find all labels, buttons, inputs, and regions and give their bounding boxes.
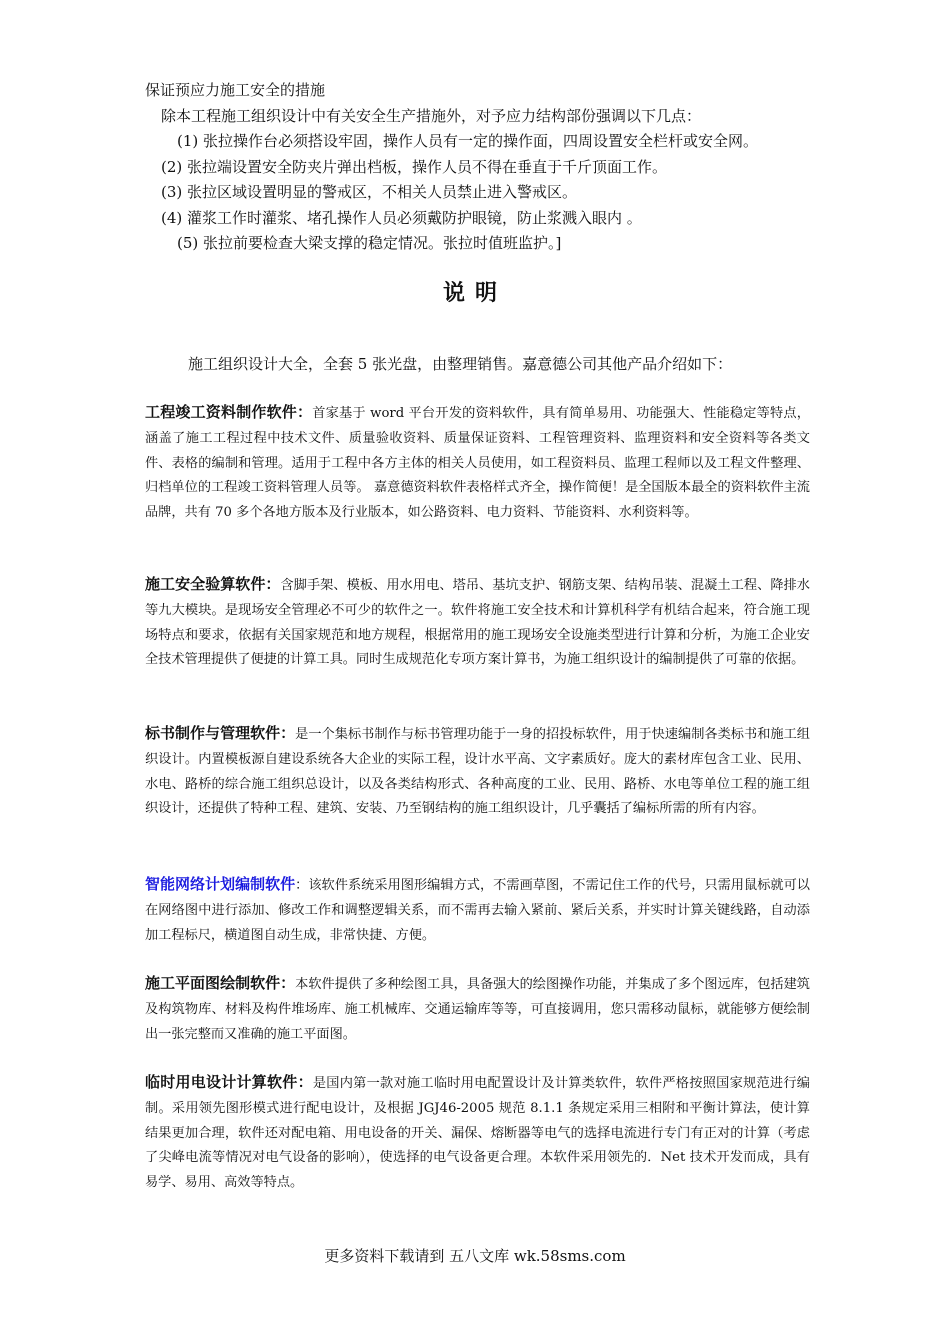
measure-item: (5) 张拉前要检查大梁支撑的稳定情况。张拉时值班监护。]	[177, 234, 562, 252]
product-name: 工程竣工资料制作软件：	[145, 403, 313, 421]
product-name: 标书制作与管理软件：	[145, 724, 296, 742]
measure-item: (1) 张拉操作台必须搭设牢固，操作人员有一定的操作面，四周设置安全栏杆或安全网。	[177, 132, 759, 150]
page-heading: 说明	[442, 280, 507, 306]
measure-item: (2) 张拉端设置安全防夹片弹出档板，操作人员不得在垂直于千斤顶面工作。	[161, 157, 668, 176]
section-title: 保证预应力施工安全的措施	[145, 81, 326, 99]
product-item	[145, 872, 810, 948]
product-name: 智能网络计划编制软件	[145, 875, 296, 893]
product-name: 施工平面图绘制软件：	[145, 974, 296, 992]
product-description: 本软件提供了多种绘图工具，具备强大的绘图操作功能，并集成了多个图远库，包括建筑及构筑物库、材料及构件堆场库、施工机械库、交通运输库等等，可直接调用，您只需移动鼠标，就能够方便绘制出一张完整而又准确的施工平面图。	[145, 977, 810, 1042]
product-item	[145, 400, 810, 526]
product-description: 首家基于 word 平台开发的资料软件，具有简单易用、功能强大、性能稳定等特点，涵盖了施工工程过程中技术文件、质量验收资料、质量保证资料、工程管理资料、监理资料和安全资料等各类文件、表格的编制和管理。适用于工程中各方主体的相关人员使用，如工程资料员、监理工程师以及工程文件整理、归档单位的工程竣工资料管理人员等。 嘉意德资料软件表格样式齐全，操作简便！是全国版本最全的资料软件主流品牌，共有 70 多个各地方版本及行业版本，如公路资料、电力资料、节能资料、水利资料等。	[145, 406, 810, 521]
product-description: 是一个集标书制作与标书管理功能于一身的招投标软件，用于快速编制各类标书和施工组织设计。内置模板源自建设系统各大企业的实际工程，设计水平高、文字素质好。庞大的素材库包含工业、民用、水电、路桥的综合施工组织总设计，以及各类结构形式、各种高度的工业、民用、路桥、水电等单位工程的施工组织设计，还提供了特种工程、建筑、安装、乃至钢结构的施工组织设计，几乎囊括了编标所需的所有内容。	[145, 727, 810, 817]
measure-item: (4) 灌浆工作时灌浆、堵孔操作人员必须戴防护眼镜，防止浆溅入眼内 。	[161, 208, 642, 227]
safety-measures-section	[145, 78, 845, 257]
product-item	[145, 721, 810, 822]
product-description: ：该软件系统采用图形编辑方式，不需画草图，不需记住工作的代号，只需用鼠标就可以在网络图中进行添加、修改工作和调整逻辑关系，而不需再去输入紧前、紧后关系，并实时计算关键线路，自动添加工程标尺，横道图自动生成，非常快捷、方便。	[145, 878, 810, 943]
measure-item: (3) 张拉区域设置明显的警戒区，不相关人员禁止进入警戒区。	[161, 183, 578, 201]
page-footer: 更多资料下载请到 五八文库 wk.58sms.com	[324, 1247, 626, 1265]
product-item	[145, 971, 810, 1047]
product-name: 临时用电设计计算软件：	[145, 1073, 313, 1091]
product-description: 是国内第一款对施工临时用电配置设计及计算类软件，软件严格按照国家规范进行编制。采用领先图形模式进行配电设计，及根据 JGJ46-2005 规范 8.1.1 条规定采用三相附和平衡计算法，使计算结果更加合理，软件还对配电箱、用电设备的开关、漏保、熔断器等电气的选择电流进行专门有正对的计算（考虑了尖峰电流等情况对电气设备的影响），使选择的电气设备更合理。本软件采用领先的．Net 技术开发而成，具有易学、易用、高效等特点。	[145, 1076, 810, 1191]
product-item	[145, 572, 810, 673]
section-intro: 除本工程施工组织设计中有关安全生产措施外，对予应力结构部份强调以下几点：	[161, 106, 702, 125]
lead-paragraph: 施工组织设计大全，全套 5 张光盘，由整理销售。嘉意德公司其他产品介绍如下：	[188, 355, 733, 373]
product-name: 施工安全验算软件：	[145, 575, 281, 593]
product-description: 含脚手架、模板、用水用电、塔吊、基坑支护、钢筋支架、结构吊装、混凝土工程、降排水等九大模块。是现场安全管理必不可少的软件之一。软件将施工安全技术和计算机科学有机结合起来，符合施工现场特点和要求，依据有关国家规范和地方规程，根据常用的施工现场安全设施类型进行计算和分析，为施工企业安全技术管理提供了便捷的计算工具。同时生成规范化专项方案计算书，为施工组织设计的编制提供了可靠的依据。	[145, 578, 810, 668]
product-item	[145, 1070, 810, 1196]
